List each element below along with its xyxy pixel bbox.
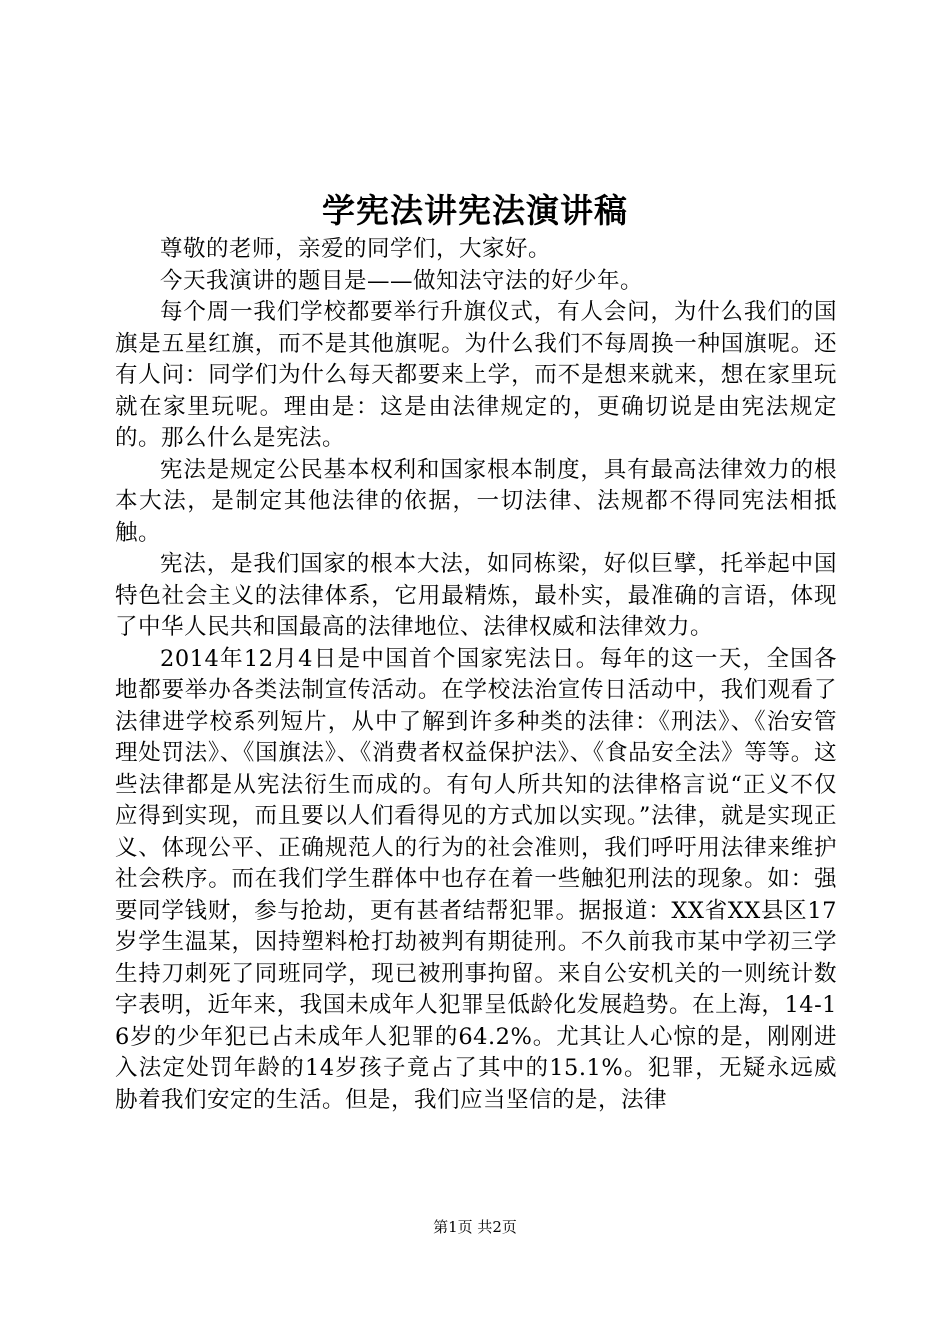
paragraph-constitution-role: 宪法，是我们国家的根本大法，如同栋梁，好似巨擘，托举起中国特色社会主义的法律体系，它用最精炼，最朴实，最准确的言语，体现了中华人民共和国最高的法律地位、法律权威和法律效力。 bbox=[115, 551, 837, 640]
paragraph-flag-question: 每个周一我们学校都要举行升旗仪式，有人会问，为什么我们的国旗是五星红旗，而不是其他旗呢。为什么我们不每周换一种国旗呢。还有人问：同学们为什么每天都要来上学，而不是想来就来，想在家里玩就在家里玩呢。理由是：这是由法律规定的，更确切说是由宪法规定的。那么什么是宪法。 bbox=[115, 299, 837, 451]
paragraph-greeting: 尊敬的老师，亲爱的同学们，大家好。 bbox=[160, 236, 552, 262]
paragraph-constitution-definition: 宪法是规定公民基本权利和国家根本制度，具有最高法律效力的根本大法，是制定其他法律的依据，一切法律、法规都不得同宪法相抵触。 bbox=[115, 456, 837, 546]
document-title: 学宪法讲宪法演讲稿 bbox=[322, 191, 628, 230]
page-footer: 第1页 共2页 bbox=[433, 1218, 517, 1236]
document-body bbox=[115, 234, 837, 1116]
paragraph-topic: 今天我演讲的题目是——做知法守法的好少年。 bbox=[160, 267, 644, 294]
paragraph-constitution-day: 2014年12月4日是中国首个国家宪法日。每年的这一天，全国各地都要举办各类法制宣传活动。在学校法治宣传日活动中，我们观看了法律进学校系列短片，从中了解到许多种类的法律：《刑法》、《治安管理处罚法》、《国旗法》、《消费者权益保护法》、《食品安全法》等等。这些法律都是从宪法衍生而成的。有句人所共知的法律格言说“正义不仅应得到实现，而且要以人们看得见的方式加以实现。”法律，就是实现正义、体现公平、正确规范人的行为的社会准则，我们呼吁用法律来维护社会秩序。而在我们学生群体中也存在着一些触犯刑法的现象。如：强要同学钱财，参与抢劫，更有甚者结帮犯罪。据报道：XX省XX县区17岁学生温某，因持塑料枪打劫被判有期徒刑。不久前我市某中学初三学生持刀刺死了同班同学，现已被刑事拘留。来自公安机关的一则统计数字表明，近年来，我国未成年人犯罪呈低龄化发展趋势。在上海，14-16岁的少年犯已占未成年人犯罪的64.2%。尤其让人心惊的是，刚刚进入法定处罚年龄的14岁孩子竟占了其中的15.1%。犯罪，无疑永远威胁着我们安定的生活。但是，我们应当坚信的是，法律 bbox=[115, 645, 837, 1113]
